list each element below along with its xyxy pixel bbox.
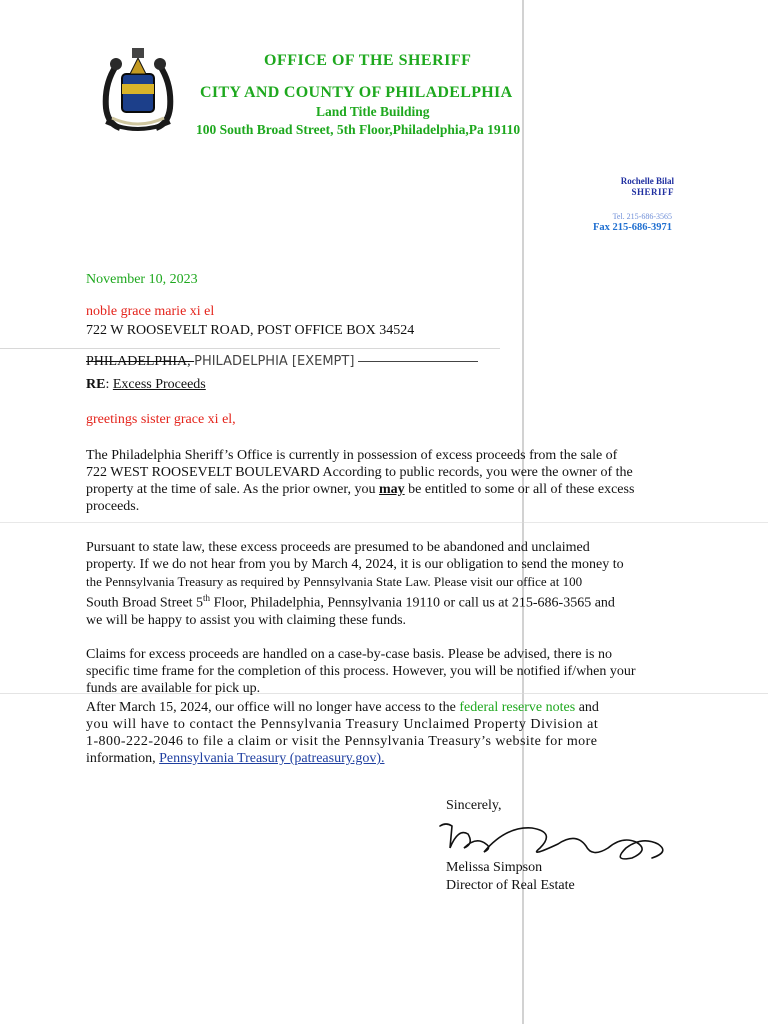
- sheriff-title: SHERIFF: [631, 187, 674, 197]
- letter-date: November 10, 2023: [86, 272, 198, 287]
- recipient-name: noble grace marie xi el: [86, 304, 215, 319]
- office-address: 100 South Broad Street, 5th Floor,Philadelphia,Pa 19110: [196, 122, 521, 137]
- p3-line1: Claims for excess proceeds are handled on a case-by-case basis. Please be advised, there is no: [86, 647, 612, 662]
- sheriff-name: Rochelle Bilal: [620, 176, 674, 186]
- re-label: RE: [86, 377, 106, 392]
- p4-line1-a: After March 15, 2024, our office will no longer have access to the: [86, 700, 460, 715]
- re-separator: :: [105, 377, 113, 392]
- subject-line: [86, 377, 206, 393]
- greeting: greetings sister grace xi el,: [86, 412, 236, 427]
- signature-icon: [436, 818, 676, 864]
- p4-line1-b: and: [575, 700, 599, 715]
- p4-line4: [86, 750, 679, 767]
- closing: Sincerely,: [446, 798, 502, 813]
- p2-line1: Pursuant to state law, these excess proceeds are presumed to be abandoned and unclaimed: [86, 540, 590, 555]
- p1-line2: 722 WEST ROOSEVELT BOULEVARD According to public records, you were the owner of the: [86, 465, 633, 480]
- address-strike-line: [358, 361, 478, 362]
- address-city: PHILADELPHIA,: [86, 354, 195, 369]
- sheriff-fax: Fax 215-686-3971: [592, 222, 672, 233]
- p4-line4-a: information,: [86, 751, 160, 766]
- paragraph-state-law: [86, 539, 679, 629]
- paragraph-possession: [86, 447, 679, 515]
- paragraph-after-deadline: [86, 699, 679, 767]
- federal-reserve-notes: federal reserve notes: [459, 700, 576, 715]
- may-emphasis: may: [378, 482, 405, 497]
- office-title: OFFICE OF THE SHERIFF: [264, 52, 472, 69]
- scan-artifact-line: [0, 348, 500, 349]
- p3-line2: specific time frame for the completion of this process. However, you will be notified if/when your: [86, 664, 636, 679]
- building-name: Land Title Building: [316, 104, 430, 119]
- signer-name: Melissa Simpson: [446, 860, 543, 875]
- p2-line2: property. If we do not hear from you by March 4, 2024, it is our obligation to send the money to: [86, 557, 624, 572]
- p3-line3: funds are available for pick up.: [86, 681, 261, 696]
- p1-line1: The Philadelphia Sheriff’s Office is currently in possession of excess proceeds from the sale of: [86, 448, 618, 463]
- treasury-link[interactable]: Pennsylvania Treasury (patreasury.gov).: [159, 751, 385, 766]
- p1-line3-a: property at the time of sale. As the prior owner, you: [86, 482, 379, 497]
- p1-line4: proceeds.: [86, 499, 140, 514]
- p1-line3: [86, 481, 679, 498]
- city-seal-icon: [86, 44, 190, 136]
- city-county-title: CITY AND COUNTY OF PHILADELPHIA: [200, 84, 513, 101]
- p2-line4: [86, 590, 679, 612]
- p2-line3: the Pennsylvania Treasury as required by Pennsylvania State Law. Please visit our office at 100: [86, 574, 583, 589]
- re-subject: Excess Proceeds: [112, 377, 206, 392]
- p2-line4-sup: th: [203, 593, 211, 603]
- p4-line2: you will have to contact the Pennsylvania Treasury Unclaimed Property Division at: [86, 717, 599, 732]
- p2-line4-a: South Broad Street 5: [86, 595, 204, 611]
- p2-line5: we will be happy to assist you with claiming these funds.: [86, 612, 407, 628]
- recipient-address-line1: 722 W ROOSEVELT ROAD, POST OFFICE BOX 34524: [86, 323, 415, 338]
- signer-title: Director of Real Estate: [446, 878, 575, 893]
- sheriff-tel: Tel. 215-686-3565: [612, 212, 672, 221]
- paragraph-claims: [86, 646, 679, 697]
- recipient-address-line2: [86, 354, 478, 370]
- p1-line3-b: be entitled to some or all of these excess: [404, 482, 635, 497]
- address-exempt: PHILADELPHIA [EXEMPT]: [194, 354, 355, 369]
- p4-line3: 1-800-222-2046 to file a claim or visit the Pennsylvania Treasury’s website for more: [86, 734, 598, 749]
- p4-line1: [86, 699, 679, 716]
- p2-line4-b: Floor, Philadelphia, Pennsylvania 19110 or call us at 215-686-3565 and: [210, 595, 615, 611]
- scan-artifact-line: [0, 522, 768, 523]
